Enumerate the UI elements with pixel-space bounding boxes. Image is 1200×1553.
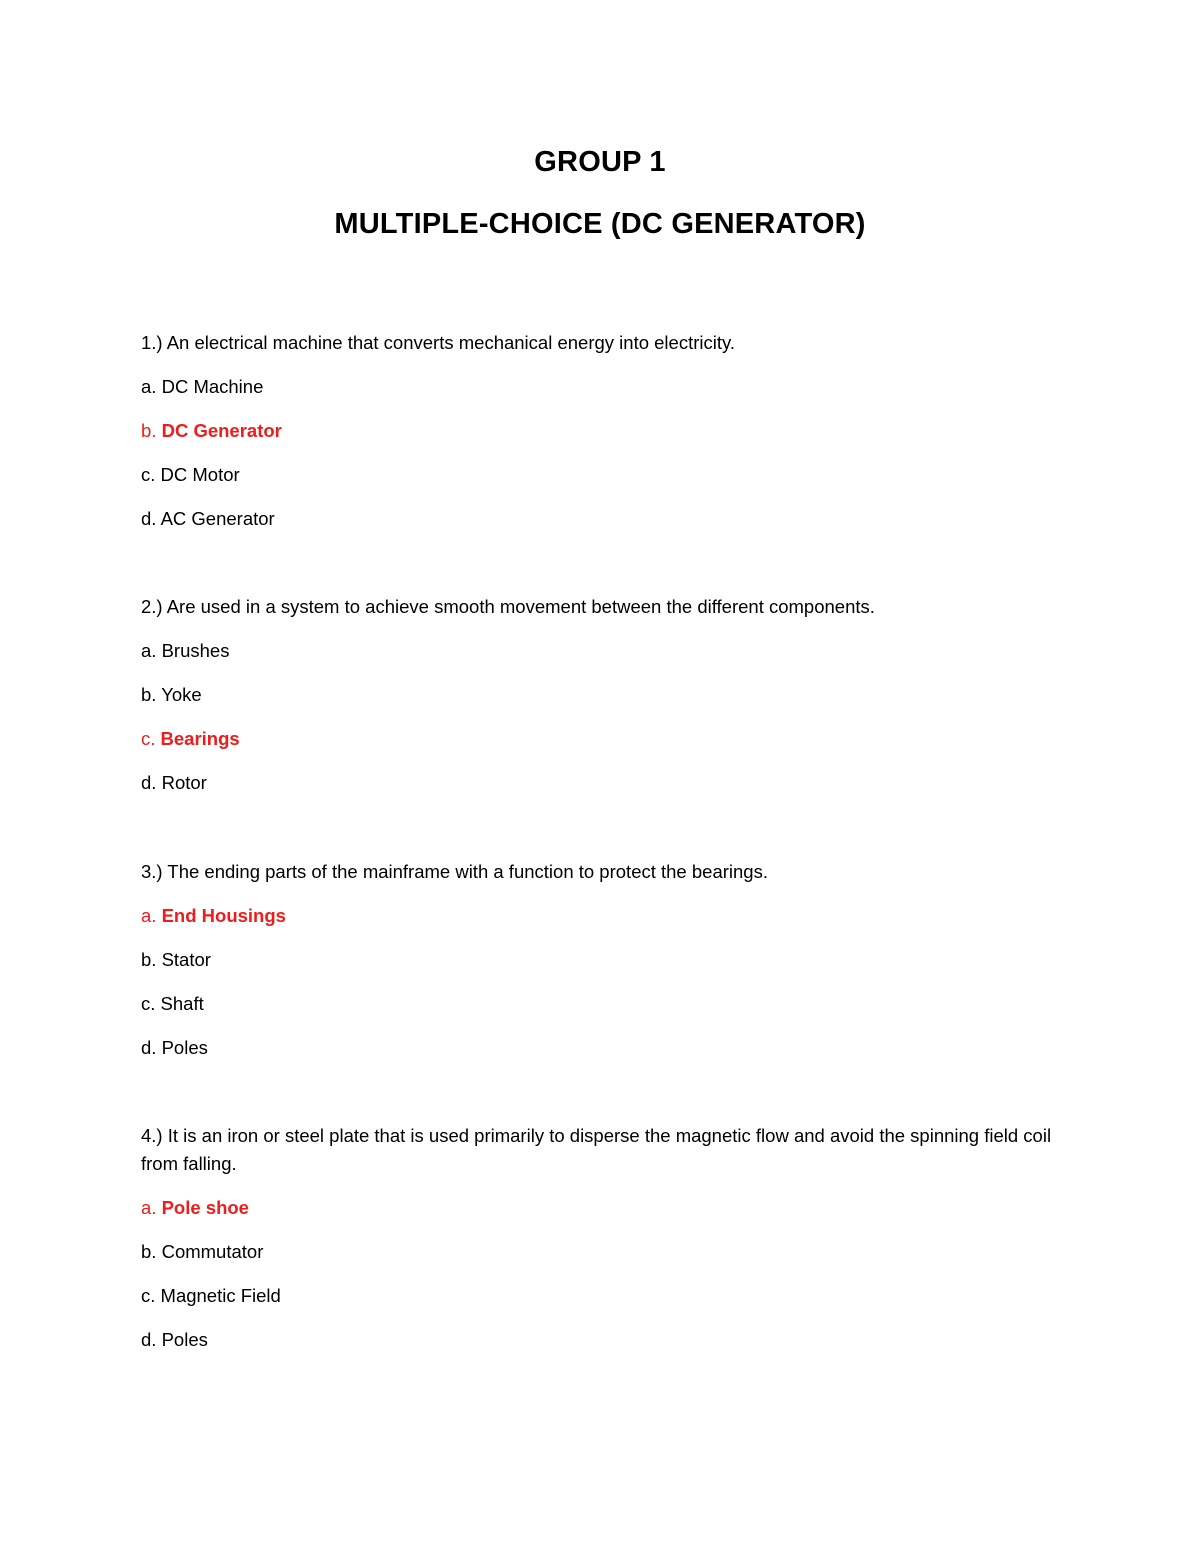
option-letter: d.: [141, 772, 157, 793]
option-letter: a.: [141, 1197, 157, 1218]
option-a: [141, 373, 1061, 401]
option-letter: b.: [141, 949, 157, 970]
option-list: [141, 902, 1061, 1062]
question-number: 4.): [141, 1125, 163, 1146]
question-number: 1.): [141, 332, 163, 353]
option-letter: b.: [141, 684, 157, 705]
option-c: [141, 1282, 1061, 1310]
document-title: GROUP 1: [534, 146, 666, 178]
option-list: [141, 373, 1061, 533]
option-letter: c.: [141, 464, 156, 485]
option-letter: d.: [141, 508, 157, 529]
option-b: [141, 681, 1061, 709]
option-letter: a.: [141, 905, 157, 926]
option-b: [141, 946, 1061, 974]
option-text: Yoke: [161, 684, 202, 705]
option-letter: a.: [141, 640, 157, 661]
option-d: [141, 769, 1061, 797]
option-text: Poles: [161, 1329, 208, 1350]
question-4: [141, 1122, 1061, 1354]
option-letter: d.: [141, 1037, 157, 1058]
option-letter: c.: [141, 1285, 156, 1306]
option-text: Poles: [161, 1037, 208, 1058]
question-number: 2.): [141, 596, 163, 617]
option-d: [141, 1326, 1061, 1354]
question-2: [141, 593, 1061, 797]
option-text: Magnetic Field: [160, 1285, 281, 1306]
option-text: Bearings: [160, 728, 240, 749]
option-letter: b.: [141, 1241, 157, 1262]
option-text: DC Generator: [161, 420, 282, 441]
option-list: [141, 637, 1061, 797]
question-3: [141, 858, 1061, 1062]
question-text: An electrical machine that converts mechanical energy into electricity.: [166, 332, 735, 353]
option-letter: b.: [141, 420, 157, 441]
question-1: [141, 329, 1061, 533]
option-d: [141, 1034, 1061, 1062]
option-letter: c.: [141, 993, 156, 1014]
option-text: Brushes: [161, 640, 230, 661]
question-text: The ending parts of the mainframe with a function to protect the bearings.: [167, 861, 768, 882]
option-text: Shaft: [160, 993, 204, 1014]
option-list: [141, 1194, 1061, 1354]
option-text: End Housings: [161, 905, 286, 926]
option-b-correct: [141, 417, 1061, 445]
option-letter: d.: [141, 1329, 157, 1350]
question-text: It is an iron or steel plate that is used primarily to disperse the magnetic flow and avoid the spinning field coil from falling.: [141, 1125, 1052, 1174]
option-a: [141, 637, 1061, 665]
document-subtitle: MULTIPLE-CHOICE (DC GENERATOR): [334, 208, 866, 240]
option-text: AC Generator: [160, 508, 275, 529]
option-text: DC Machine: [161, 376, 264, 397]
question-text: Are used in a system to achieve smooth movement between the different components.: [166, 596, 875, 617]
option-a-correct: [141, 1194, 1061, 1222]
option-c: [141, 990, 1061, 1018]
option-letter: a.: [141, 376, 157, 397]
question-stem: [141, 593, 1061, 621]
question-number: 3.): [141, 861, 163, 882]
option-a-correct: [141, 902, 1061, 930]
option-c: [141, 461, 1061, 489]
option-d: [141, 505, 1061, 533]
option-text: Commutator: [161, 1241, 264, 1262]
option-text: Rotor: [161, 772, 207, 793]
option-letter: c.: [141, 728, 156, 749]
option-c-correct: [141, 725, 1061, 753]
question-stem: [141, 1122, 1061, 1178]
question-stem: [141, 329, 1061, 357]
option-text: DC Motor: [160, 464, 240, 485]
option-text: Stator: [161, 949, 211, 970]
option-b: [141, 1238, 1061, 1266]
option-text: Pole shoe: [161, 1197, 249, 1218]
question-stem: [141, 858, 1061, 886]
